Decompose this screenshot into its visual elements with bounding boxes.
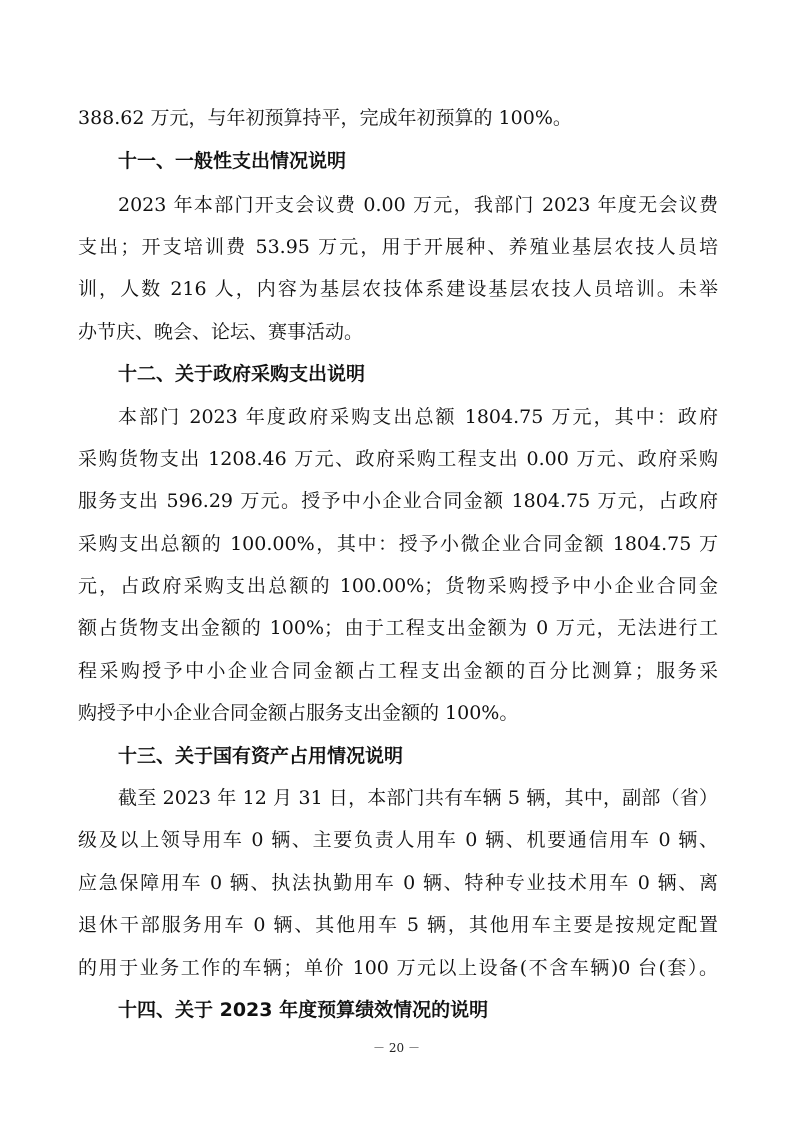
- paragraph-line: 388.62 万元，与年初预算持平，完成年初预算的 100%。: [78, 107, 572, 129]
- paragraph-line: 额占货物支出金额的 100%；由于工程支出金额为 0 万元，无法进行工: [78, 617, 718, 639]
- section-heading-11: 十一、一般性支出情况说明: [118, 150, 347, 172]
- paragraph-line: 办节庆、晚会、论坛、赛事活动。: [78, 321, 364, 343]
- paragraph-line: 元，占政府采购支出总额的 100.00%；货物采购授予中小企业合同金: [78, 575, 718, 597]
- paragraph-line: 服务支出 596.29 万元。授予中小企业合同金额 1804.75 万元，占政府: [78, 490, 718, 512]
- paragraph-line: 退休干部服务用车 0 辆、其他用车 5 辆，其他用车主要是按规定配置: [78, 914, 718, 936]
- paragraph-line: 购授予中小企业合同金额占服务支出金额的 100%。: [78, 702, 519, 724]
- paragraph-line: 程采购授予中小企业合同金额占工程支出金额的百分比测算；服务采: [78, 660, 718, 682]
- paragraph-line: 的用于业务工作的车辆；单价 100 万元以上设备(不含车辆)0 台(套）。: [78, 957, 718, 979]
- page-number: － 20 －: [373, 1041, 420, 1055]
- paragraph-line: 支出；开支培训费 53.95 万元，用于开展种、养殖业基层农技人员培: [78, 236, 718, 258]
- paragraph-line: 应急保障用车 0 辆、执法执勤用车 0 辆、特种专业技术用车 0 辆、离: [78, 872, 718, 894]
- paragraph-line: 本部门 2023 年度政府采购支出总额 1804.75 万元，其中：政府: [118, 406, 718, 428]
- section-heading-13: 十三、关于国有资产占用情况说明: [118, 745, 404, 767]
- section-heading-12: 十二、关于政府采购支出说明: [118, 363, 366, 385]
- section-heading-14: 十四、关于 2023 年度预算绩效情况的说明: [118, 999, 489, 1021]
- paragraph-line: 截至 2023 年 12 月 31 日，本部门共有车辆 5 辆，其中，副部（省）: [118, 787, 718, 809]
- paragraph-line: 级及以上领导用车 0 辆、主要负责人用车 0 辆、机要通信用车 0 辆、: [78, 829, 718, 851]
- paragraph-line: 采购货物支出 1208.46 万元、政府采购工程支出 0.00 万元、政府采购: [78, 448, 718, 470]
- paragraph-line: 2023 年本部门开支会议费 0.00 万元，我部门 2023 年度无会议费: [118, 194, 718, 216]
- paragraph-line: 采购支出总额的 100.00%，其中：授予小微企业合同金额 1804.75 万: [78, 533, 718, 555]
- paragraph-line: 训，人数 216 人，内容为基层农技体系建设基层农技人员培训。未举: [78, 278, 718, 300]
